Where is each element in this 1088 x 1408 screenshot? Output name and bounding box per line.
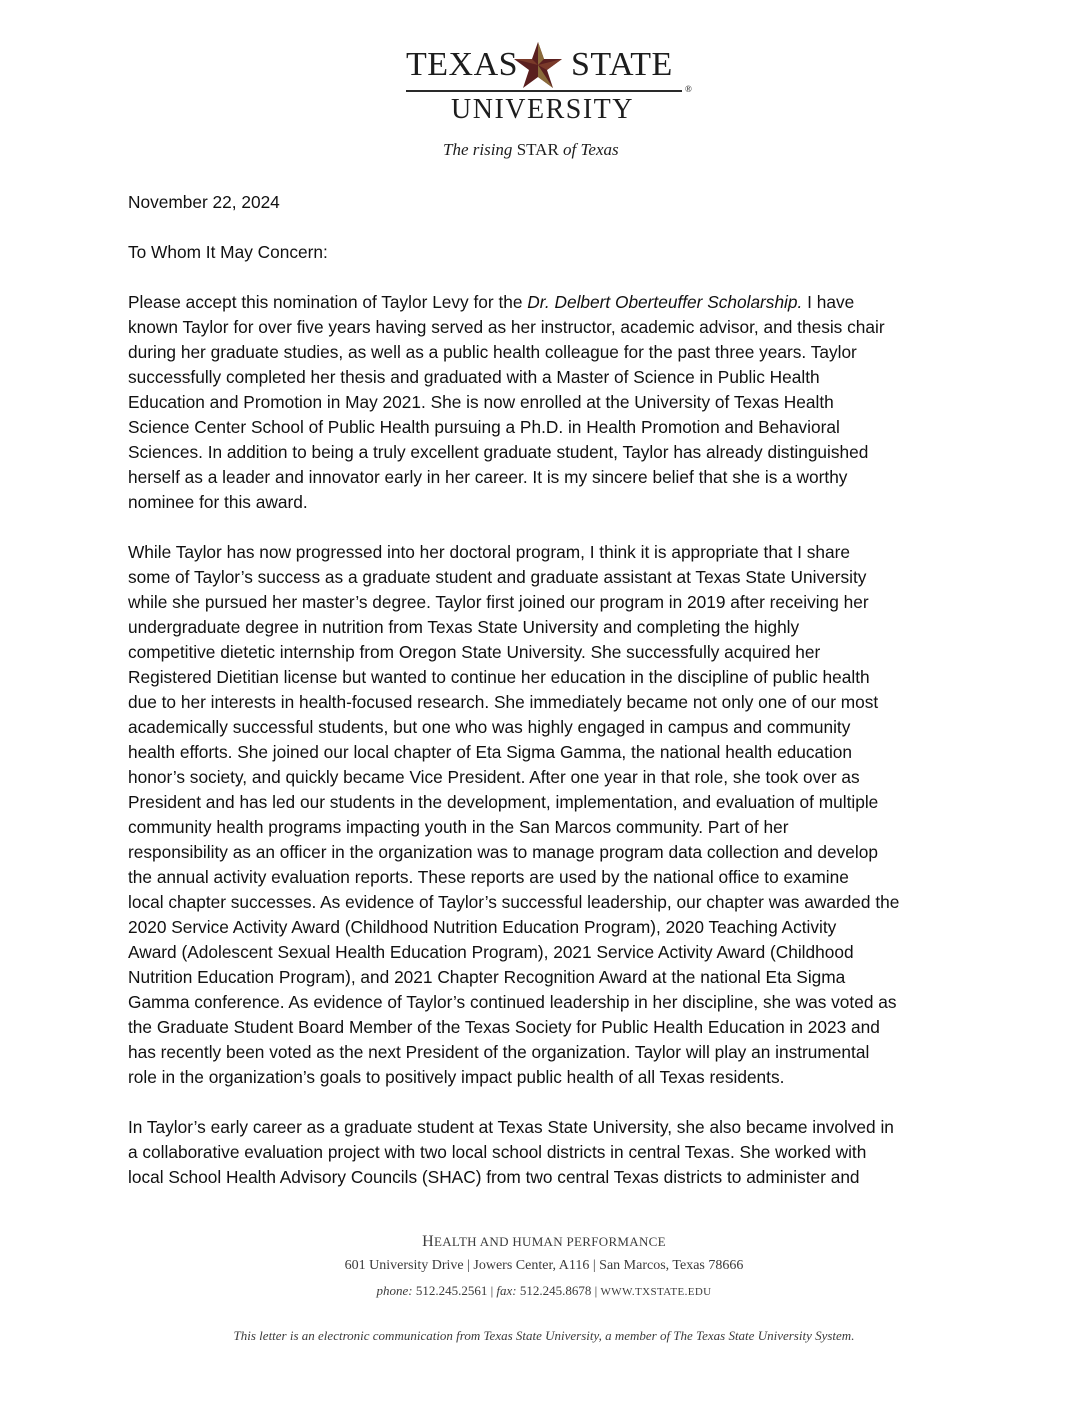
paragraph-line: successfully completed her thesis and graduated with a Master of Science in Public Health xyxy=(128,367,820,387)
footer-contact: phone: 512.245.2561 | fax: 512.245.8678 | WWW.TXSTATE.EDU xyxy=(376,1283,712,1298)
paragraph-line: undergraduate degree in nutrition from Texas State University and completing the highly xyxy=(128,617,800,637)
paragraph-line: Award (Adolescent Sexual Health Education Program), 2021 Service Activity Award (Childhood xyxy=(128,942,854,962)
letter-date: November 22, 2024 xyxy=(128,192,280,212)
paragraph-line: honor’s society, and quickly became Vice President. After one year in that role, she took over as xyxy=(128,767,860,787)
letter-body xyxy=(128,190,968,1215)
paragraph-line: the Graduate Student Board Member of the Texas Society for Public Health Education in 2023 and xyxy=(128,1017,880,1037)
logo-tagline: The rising STAR of Texas xyxy=(443,140,619,159)
paragraph-line: nominee for this award. xyxy=(128,492,308,512)
paragraph-line: While Taylor has now progressed into her doctoral program, I think it is appropriate that I share xyxy=(128,542,851,562)
paragraph-line: has recently been voted as the next President of the organization. Taylor will play an instrumental xyxy=(128,1042,870,1062)
paragraph-line: role in the organization’s goals to positively impact public health of all Texas residents. xyxy=(128,1067,785,1087)
paragraph-graduate-success xyxy=(128,540,968,1090)
paragraph-line: some of Taylor’s success as a graduate student and graduate assistant at Texas State University xyxy=(128,567,867,587)
paragraph-line: responsibility as an officer in the organization was to manage program data collection and develop xyxy=(128,842,878,862)
scholarship-name: Dr. Delbert Oberteuffer Scholarship. xyxy=(527,292,803,312)
logo-word-state: STATE xyxy=(571,46,673,83)
paragraph-line: academically successful students, but one who was highly engaged in campus and community xyxy=(128,717,851,737)
university-logo xyxy=(395,38,700,168)
paragraph-line: while she pursued her master’s degree. Taylor first joined our program in 2019 after receiving her xyxy=(128,592,869,612)
paragraph-nomination xyxy=(128,290,968,515)
paragraph-line: local School Health Advisory Councils (SHAC) from two central Texas districts to administer and xyxy=(128,1167,860,1187)
paragraph-line: Science Center School of Public Health pursuing a Ph.D. in Health Promotion and Behavioral xyxy=(128,417,840,437)
footer-website: WWW.TXSTATE.EDU xyxy=(600,1286,712,1298)
paragraph-line: local chapter successes. As evidence of Taylor’s successful leadership, our chapter was awarded the xyxy=(128,892,900,912)
paragraph-line: health efforts. She joined our local chapter of Eta Sigma Gamma, the national health education xyxy=(128,742,853,762)
paragraph-line: known Taylor for over five years having served as her instructor, academic advisor, and thesis chair xyxy=(128,317,885,337)
paragraph-line: due to her interests in health-focused research. She immediately became not only one of our most xyxy=(128,692,879,712)
registered-mark: ® xyxy=(685,84,692,94)
paragraph-line: President and has led our students in the development, implementation, and evaluation of multiple xyxy=(128,792,879,812)
paragraph-line: Education and Promotion in May 2021. She is now enrolled at the University of Texas Health xyxy=(128,392,834,412)
paragraph-line: a collaborative evaluation project with two local school districts in central Texas. She worked with xyxy=(128,1142,867,1162)
paragraph-line: the annual activity evaluation reports. These reports are used by the national office to examine xyxy=(128,867,849,887)
paragraph-evaluation-project xyxy=(128,1115,968,1190)
paragraph-line: herself as a leader and innovator early in her career. It is my sincere belief that she is a worthy xyxy=(128,467,848,487)
paragraph-line: competitive dietetic internship from Oregon State University. She successfully acquired her xyxy=(128,642,821,662)
letter-salutation: To Whom It May Concern: xyxy=(128,242,328,262)
paragraph-line: In Taylor’s early career as a graduate student at Texas State University, she also became involved in xyxy=(128,1117,894,1137)
paragraph-line: Sciences. In addition to being a truly excellent graduate student, Taylor has already distinguished xyxy=(128,442,869,462)
paragraph-line: during her graduate studies, as well as a public health colleague for the past three years. Taylor xyxy=(128,342,857,362)
paragraph-line: 2020 Service Activity Award (Childhood Nutrition Education Program), 2020 Teaching Activity xyxy=(128,917,837,937)
paragraph-line: Gamma conference. As evidence of Taylor’s continued leadership in her discipline, she was voted as xyxy=(128,992,897,1012)
footer-department: HEALTH AND HUMAN PERFORMANCE xyxy=(422,1233,666,1250)
paragraph-line: Nutrition Education Program), and 2021 Chapter Recognition Award at the national Eta Sigma xyxy=(128,967,846,987)
logo-word-texas: TEXAS xyxy=(406,46,519,83)
paragraph-line: community health programs impacting youth in the San Marcos community. Part of her xyxy=(128,817,789,837)
star-icon xyxy=(510,40,566,92)
logo-word-university: UNIVERSITY xyxy=(451,94,634,125)
paragraph-line: Please accept this nomination of Taylor Levy for the Dr. Delbert Oberteuffer Scholarship. I have xyxy=(128,292,855,312)
paragraph-line: Registered Dietitian license but wanted to continue her education in the discipline of public health xyxy=(128,667,870,687)
footer-address: 601 University Drive | Jowers Center, A116 | San Marcos, Texas 78666 xyxy=(344,1258,744,1273)
footer-notice: This letter is an electronic communication from Texas State University, a member of The Texas State University System. xyxy=(233,1328,855,1343)
logo-divider xyxy=(406,90,682,92)
